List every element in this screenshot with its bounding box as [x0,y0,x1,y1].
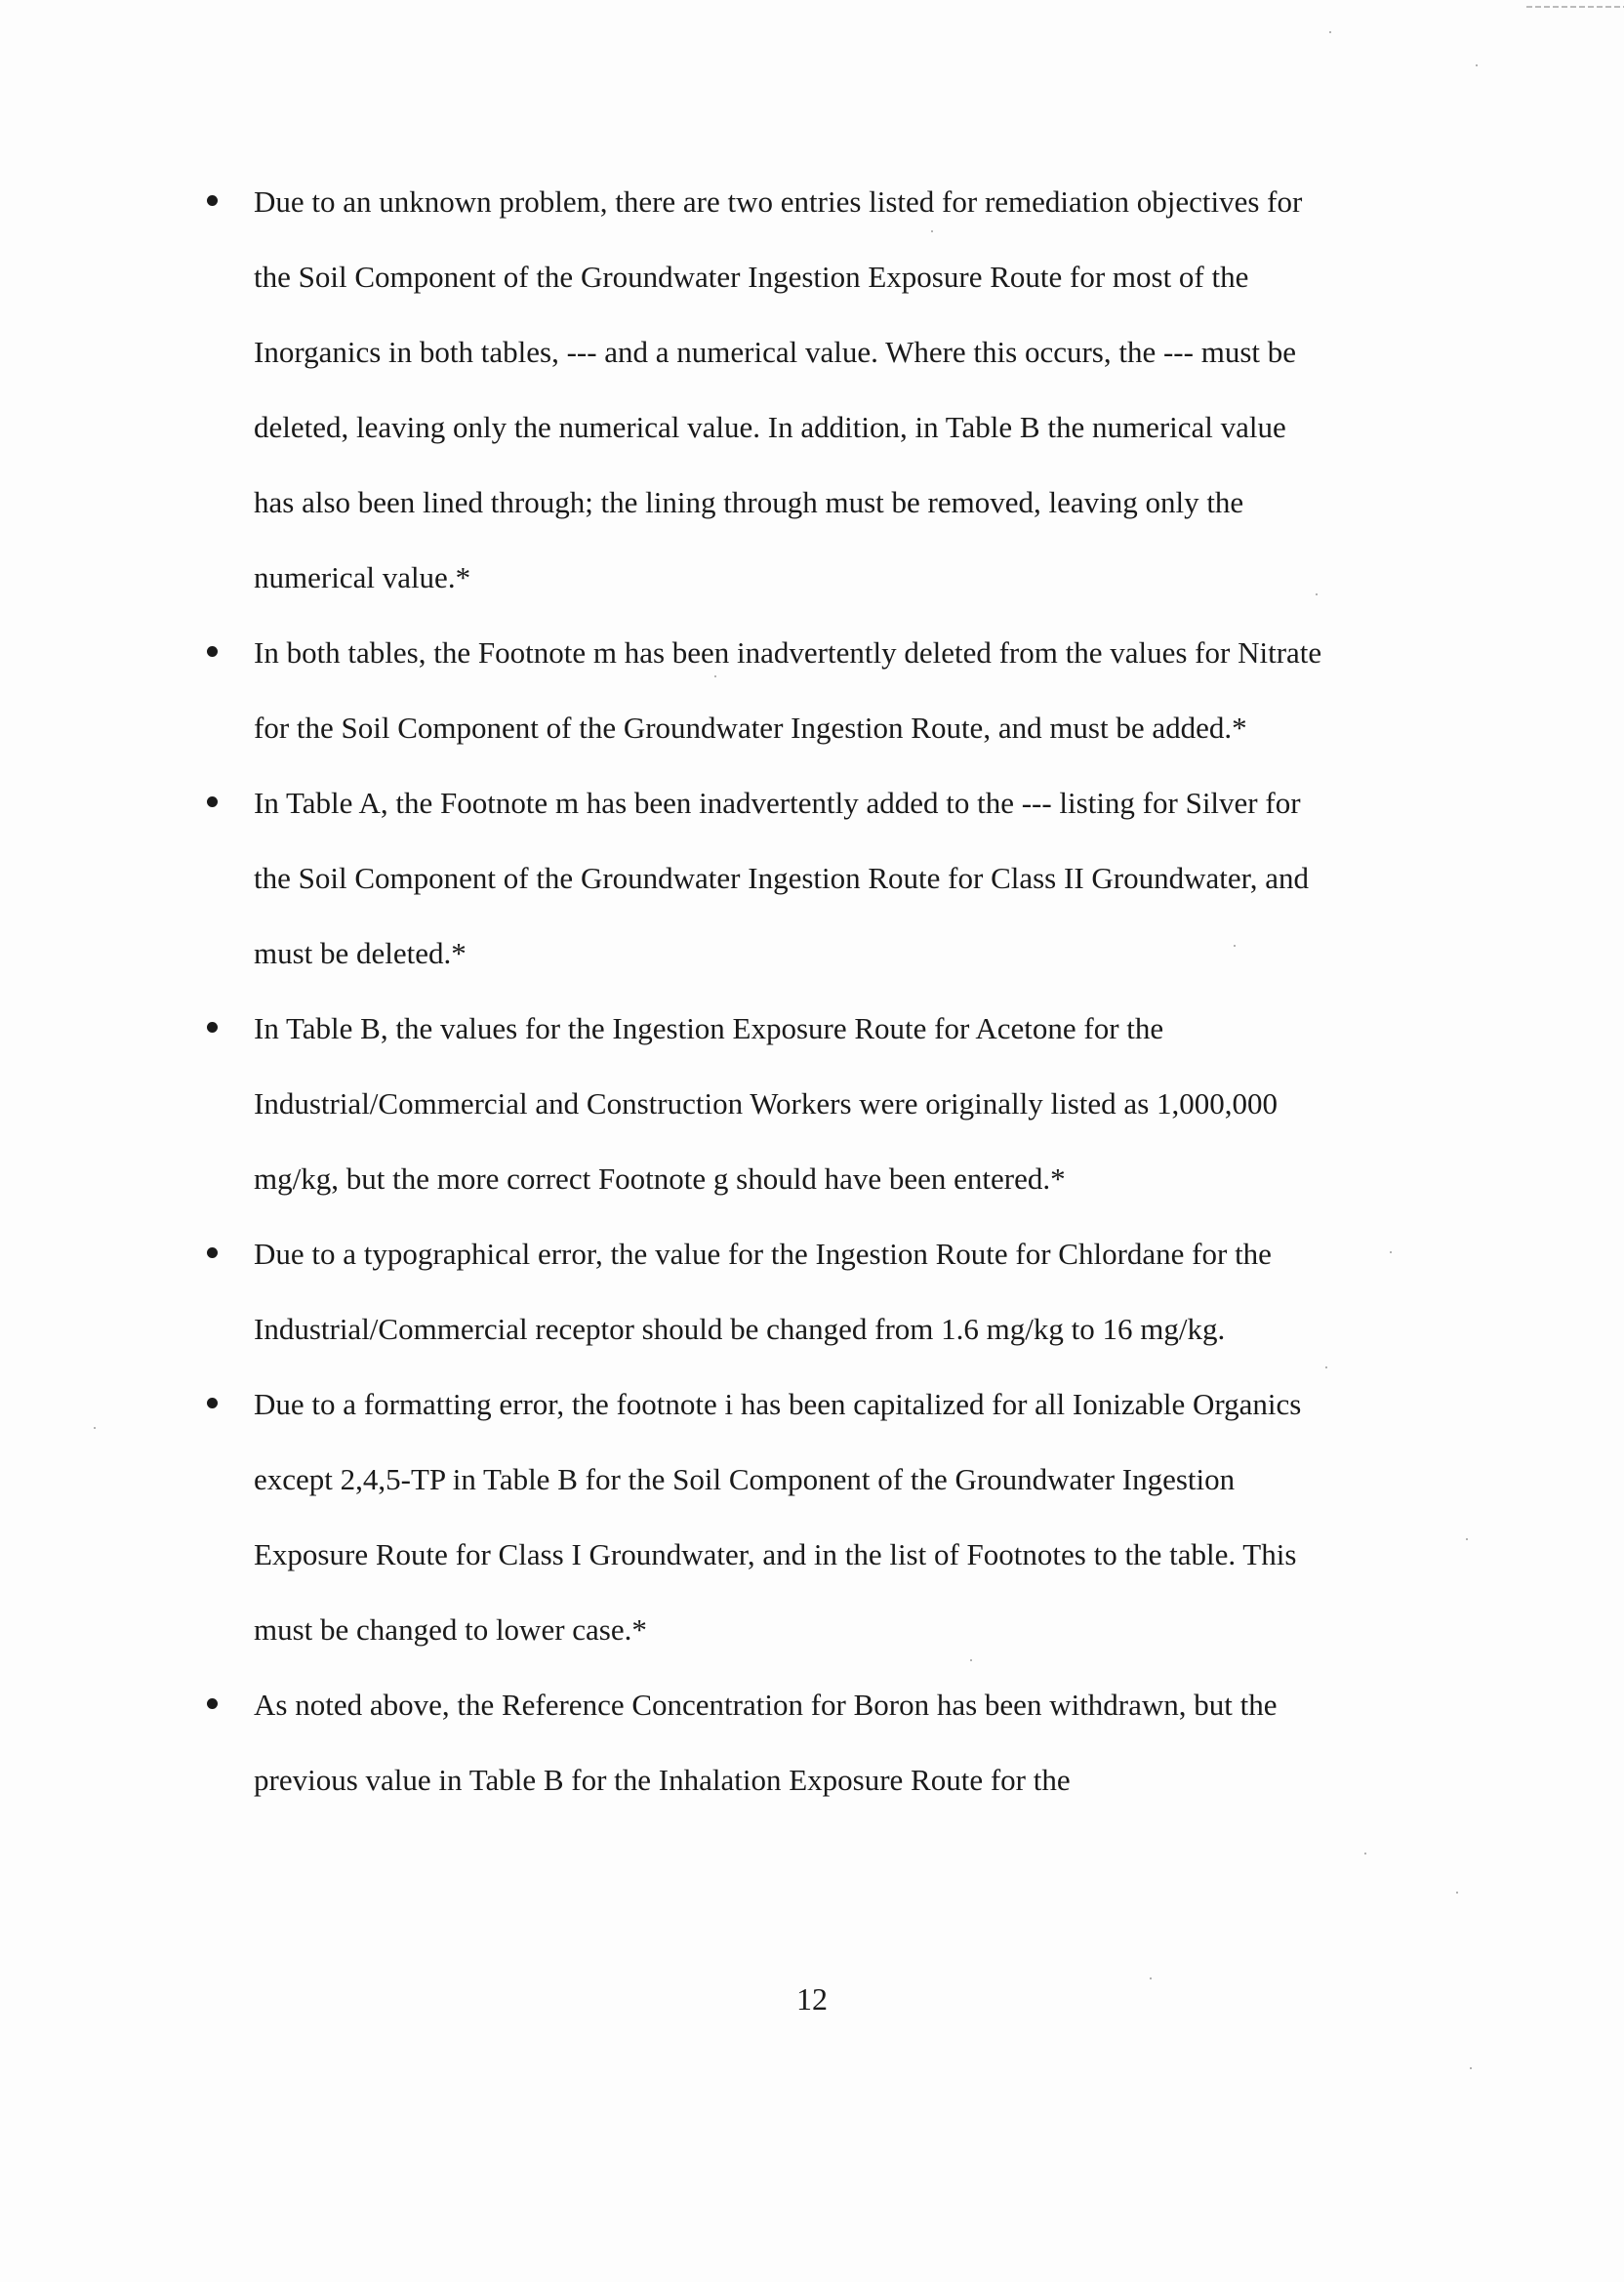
scan-speck [1470,2067,1472,2069]
bullet-line: has also been lined through; the lining through must be removed, leaving only the [254,485,1244,519]
bullet-line: As noted above, the Reference Concentration for Boron has been withdrawn, but the [254,1688,1278,1722]
scan-edge-mark [1526,6,1624,8]
bullet-line: Inorganics in both tables, --- and a numerical value. Where this occurs, the --- must be [254,335,1297,369]
bullet-item [195,1366,1425,1667]
scan-speck [714,675,716,677]
bullet-line: the Soil Component of the Groundwater Ingestion Exposure Route for most of the [254,260,1249,294]
scan-speck [1325,1366,1327,1368]
scan-speck [931,230,933,232]
bullet-line: In Table A, the Footnote m has been inadvertently added to the --- listing for Silver for [254,786,1301,820]
bullet-line: Due to a formatting error, the footnote i has been capitalized for all Ionizable Organics [254,1387,1302,1421]
bullet-item [195,765,1425,991]
bullet-icon [207,1022,218,1033]
bullet-line: In Table B, the values for the Ingestion Exposure Route for Acetone for the [254,1011,1164,1045]
scan-speck [1329,31,1331,33]
bullet-line: Due to an unknown problem, there are two entries listed for remediation objectives for [254,184,1303,219]
bullet-line: In both tables, the Footnote m has been inadvertently deleted from the values for Nitrate [254,635,1322,670]
bullet-line: deleted, leaving only the numerical value. In addition, in Table B the numerical value [254,410,1286,444]
bullet-line: for the Soil Component of the Groundwater Ingestion Route, and must be added.* [254,711,1247,745]
bullet-line: mg/kg, but the more correct Footnote g should have been entered.* [254,1161,1066,1196]
bullet-icon [207,646,218,657]
bullet-line: Due to a typographical error, the value for the Ingestion Route for Chlordane for the [254,1237,1272,1271]
bullet-icon [207,195,218,206]
bullet-line: the Soil Component of the Groundwater Ingestion Route for Class II Groundwater, and [254,861,1309,895]
scan-speck [1466,1538,1468,1540]
scan-speck [1234,945,1236,947]
bullet-item [195,991,1425,1216]
scan-speck [1364,1853,1366,1854]
bullet-icon [207,796,218,807]
scan-speck [94,1427,96,1429]
bullet-line: must be deleted.* [254,936,467,970]
bullet-line: Industrial/Commercial receptor should be changed from 1.6 mg/kg to 16 mg/kg. [254,1312,1226,1346]
bullet-item [195,164,1425,615]
scan-speck [1150,1977,1152,1979]
bullet-icon [207,1698,218,1709]
scan-speck [1390,1251,1392,1253]
bullet-line: numerical value.* [254,560,471,594]
bullet-icon [207,1247,218,1258]
bullet-line: Industrial/Commercial and Construction Workers were originally listed as 1,000,000 [254,1086,1279,1121]
bullet-icon [207,1398,218,1408]
scan-speck [1476,64,1478,66]
bullet-item [195,615,1425,765]
bullet-item [195,1216,1425,1366]
bullet-line: except 2,4,5-TP in Table B for the Soil Component of the Groundwater Ingestion [254,1462,1236,1496]
bullet-list [195,164,1425,1817]
bullet-line: Exposure Route for Class I Groundwater, and in the list of Footnotes to the table. This [254,1537,1297,1571]
scan-speck [970,1659,972,1661]
scan-speck [1456,1892,1458,1894]
bullet-line: previous value in Table B for the Inhalation Exposure Route for the [254,1763,1071,1797]
bullet-line: must be changed to lower case.* [254,1612,647,1647]
page-number: 12 [796,1981,828,2017]
scan-speck [1316,593,1318,595]
bullet-item [195,1667,1425,1817]
